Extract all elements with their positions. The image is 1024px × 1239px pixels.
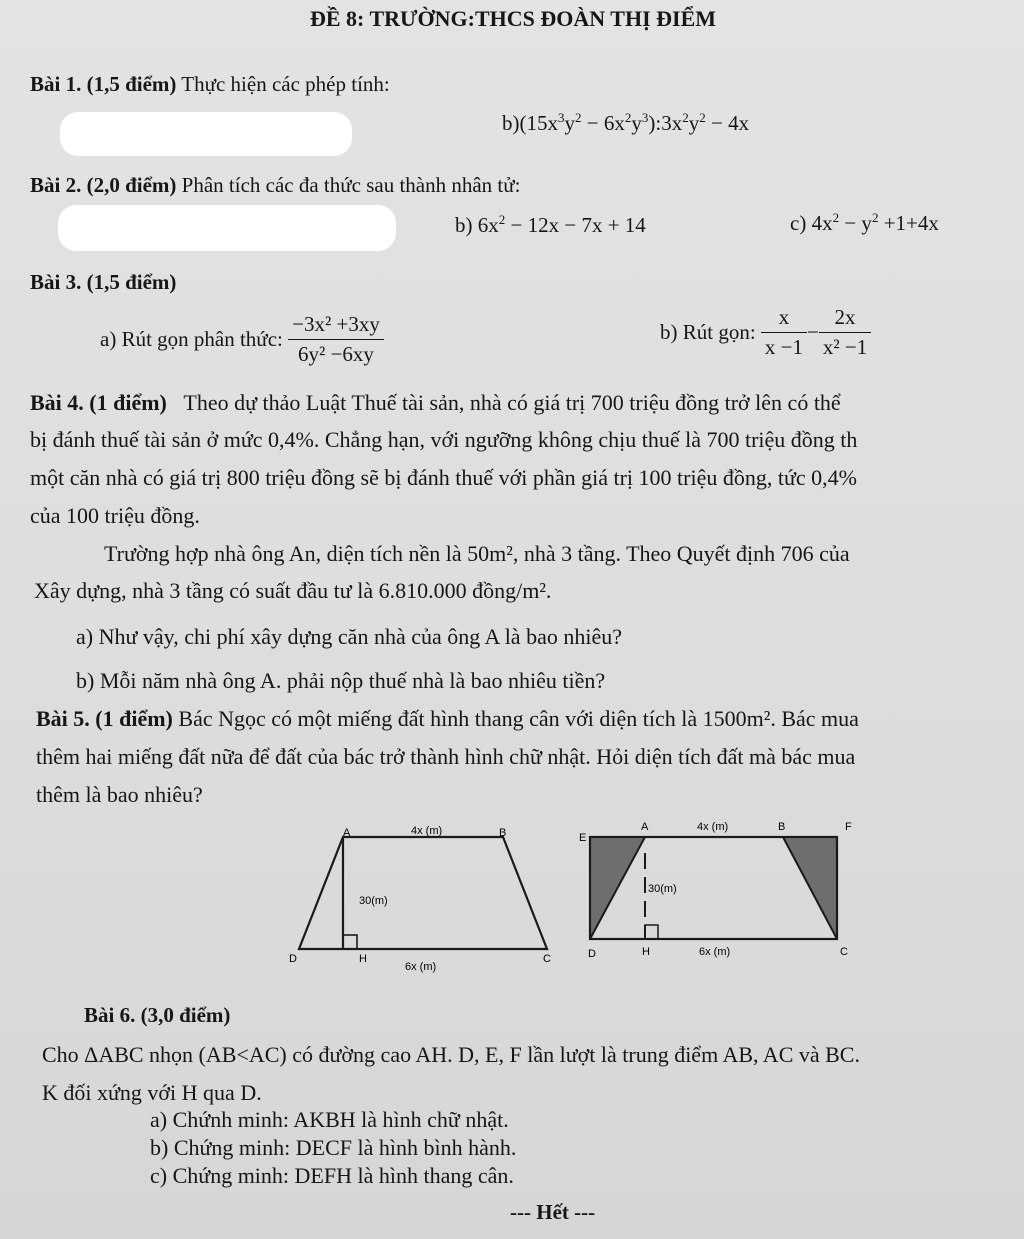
bai4-line-5: Trường hợp nhà ông An, diện tích nền là 50m², nhà 3 tầng. Theo Quyết định 706 của: [104, 541, 850, 566]
height-label: 30(m): [359, 895, 388, 907]
bai3-part-b: [660, 305, 871, 360]
bai1-heading: Bài 1. (1,5 điểm): [30, 72, 177, 96]
bai4-line-6: Xây dựng, nhà 3 tầng có suất đầu tư là 6.810.000 đồng/m².: [34, 578, 552, 603]
bai6-line-2: K đối xứng với H qua D.: [42, 1080, 262, 1105]
bai5-line-2: thêm hai miếng đất nữa để đất của bác trở thành hình chữ nhật. Hỏi diện tích đất mà bác mua: [36, 744, 856, 769]
vertex-b-label: B: [778, 821, 786, 833]
bai6-line-1: Cho ΔABC nhọn (AB<AC) có đường cao AH. D, E, F lần lượt là trung điểm AB, AC và BC.: [42, 1042, 860, 1067]
bai2-part-c: [790, 210, 939, 236]
bai2-b-label: b): [455, 213, 473, 237]
bai2-line: [30, 173, 521, 198]
footer-end: --- Hết ---: [510, 1200, 596, 1224]
top-length-label: 4x (m): [697, 821, 729, 833]
bai3-part-a: [100, 312, 384, 367]
bai2-c-expression: $4x^2 - y^2 +1+4x$: [811, 210, 939, 235]
bai2-b-expression: $6x^2 - 12x - 7x + 14$: [477, 212, 646, 237]
fraction-numerator: x: [761, 305, 807, 333]
fraction-numerator: 2x: [819, 305, 871, 333]
vertex-c-label: C: [840, 946, 848, 958]
bottom-length-label: 6x (m): [405, 961, 437, 973]
bai3-b-text: b) Rút gọn:: [660, 320, 756, 344]
bai1-b-label: b): [502, 111, 520, 135]
bai4-text: Theo dự thảo Luật Thuế tài sản, nhà có giá trị 700 triệu đồng trở lên có thể: [183, 390, 841, 415]
figure-rectangle: [575, 815, 865, 965]
page-title: ĐỀ 8: TRƯỜNG:THCS ĐOÀN THỊ ĐIỂM: [310, 6, 717, 31]
bai2-part-b: [455, 212, 646, 238]
redacted-region: [58, 205, 396, 251]
top-length-label: 4x (m): [411, 825, 443, 837]
bai5-line-1: [36, 706, 859, 732]
vertex-h-label: H: [642, 946, 650, 958]
bai5-text: Bác Ngọc có một miếng đất hình thang cân với diện tích là 1500m². Bác mua: [178, 706, 859, 731]
bai4-question-b: b) Mỗi năm nhà ông A. phải nộp thuế nhà là bao nhiêu tiền?: [76, 668, 606, 693]
bai6-question-b: b) Chứng minh: DECF là hình bình hành.: [150, 1135, 517, 1160]
bai4-heading: Bài 4. (1 điểm): [30, 390, 167, 415]
vertex-e-label: E: [579, 832, 587, 844]
bai1-instruction: Thực hiện các phép tính:: [181, 72, 390, 96]
bai1-part-b: [502, 110, 749, 136]
bai6-question-a: a) Chứnh minh: AKBH là hình chữ nhật.: [150, 1107, 509, 1132]
fraction-denominator: x −1: [764, 335, 804, 359]
bai3-b-fraction-1: [761, 305, 807, 360]
vertex-d-label: D: [588, 948, 596, 960]
fraction-denominator: x² −1: [822, 335, 868, 359]
vertex-a-label: A: [641, 821, 649, 833]
bai2-heading: Bài 2. (2,0 điểm): [30, 173, 177, 197]
bai2-c-label: c): [790, 211, 807, 235]
vertex-c-label: C: [543, 953, 551, 965]
bai6-question-c: c) Chứng minh: DEFH là hình thang cân.: [150, 1163, 514, 1188]
bai3-a-text: a) Rút gọn phân thức:: [100, 327, 283, 351]
bai2-instruction: Phân tích các đa thức sau thành nhân tử:: [181, 173, 521, 197]
bai4-line-1: [30, 390, 841, 416]
bai4-question-a: a) Như vậy, chi phí xây dựng căn nhà của ông A là bao nhiêu?: [76, 624, 622, 649]
vertex-d-label: D: [289, 953, 297, 965]
bai4-line-4: của 100 triệu đồng.: [30, 503, 200, 528]
bai3-a-fraction: [288, 312, 384, 367]
bottom-length-label: 6x (m): [699, 946, 731, 958]
fraction-numerator: −3x² +3xy: [288, 312, 384, 340]
bai6-heading: Bài 6. (3,0 điểm): [84, 1003, 231, 1027]
vertex-f-label: F: [845, 821, 852, 833]
vertex-h-label: H: [359, 953, 367, 965]
bai1-b-expression: ($15x^3y^2$ − $6x^2y^3):3x^2y^2 - 4x$: [519, 110, 750, 135]
trapezoid-shape: [299, 837, 547, 949]
right-angle-mark: [645, 925, 658, 939]
right-angle-mark: [343, 935, 357, 949]
bai1-line: [30, 72, 390, 97]
height-label: 30(m): [648, 883, 677, 895]
minus-sign: −: [807, 320, 819, 344]
vertex-a-label: A: [343, 827, 351, 839]
bai5-heading: Bài 5. (1 điểm): [36, 706, 173, 731]
redacted-region: [60, 112, 352, 156]
figure-trapezoid: [285, 820, 565, 980]
bai5-line-3: thêm là bao nhiêu?: [36, 782, 203, 807]
fraction-denominator: 6y² −6xy: [298, 342, 374, 366]
bai3-b-fraction-2: [819, 305, 871, 360]
bai4-line-2: bị đánh thuế tài sản ở mức 0,4%. Chẳng hạn, với ngưỡng không chịu thuế là 700 triệu đồng th: [30, 427, 858, 452]
bai3-heading: Bài 3. (1,5 điểm): [30, 270, 177, 294]
bai4-line-3: một căn nhà có giá trị 800 triệu đồng sẽ bị đánh thuế với phần giá trị 100 triệu đồng, tức 0,4%: [30, 465, 857, 490]
vertex-b-label: B: [499, 827, 507, 839]
